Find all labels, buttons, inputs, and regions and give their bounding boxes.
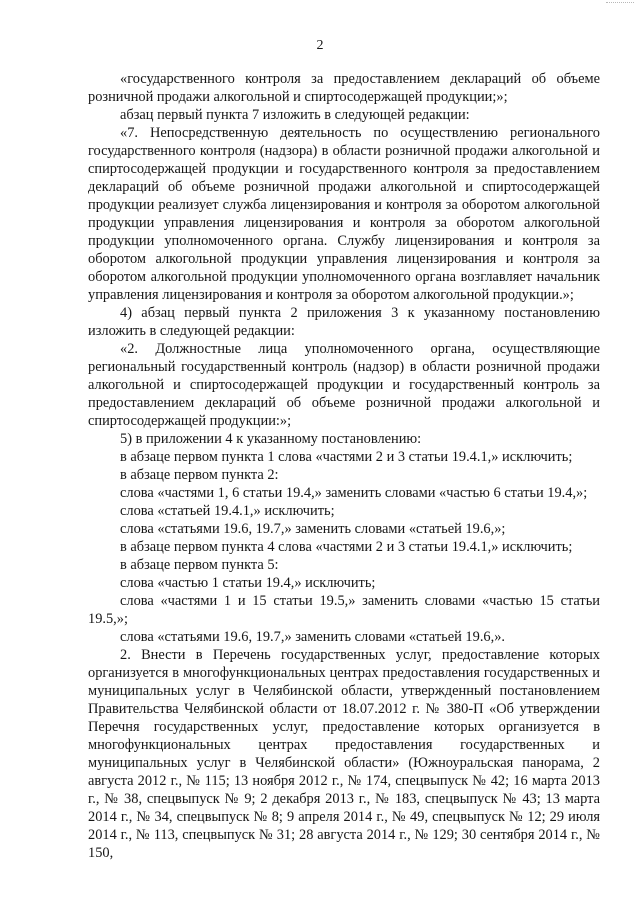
paragraph: 4) абзац первый пункта 2 приложения 3 к указанному постановлению изложить в следующей редакции: — [88, 305, 600, 339]
scan-corner-mark — [606, 2, 634, 6]
paragraph: слова «частью 1 статьи 19.4,» исключить; — [120, 575, 376, 591]
paragraph: «государственного контроля за предоставлением деклараций об объеме розничной продажи алкогольной и спиртосодержащей продукции;»; — [88, 71, 600, 105]
paragraph: слова «частями 1, 6 статьи 19.4,» заменить словами «частью 6 статьи 19.4,»; — [120, 485, 588, 501]
paragraph: «2. Должностные лица уполномоченного органа, осуществляющие региональный государственный контроль (надзор) в области розничной продажи алкогольной и спиртосодержащей продукции и государственный контроль за предоставлением деклараций об объеме розничной продажи алкогольной и спиртосодержащей продукции:»; — [88, 341, 600, 429]
document-body — [88, 70, 600, 862]
paragraph: 5) в приложении 4 к указанному постановлению: — [120, 431, 422, 447]
paragraph: слова «статьей 19.4.1,» исключить; — [120, 503, 335, 519]
paragraph: «7. Непосредственную деятельность по осуществлению регионального государственного контроля (надзора) в области розничной продажи алкогольной и спиртосодержащей продукции и государственного контроля за предоставлением деклараций об объеме розничной продажи алкогольной и спиртосодержащей продукции реализует служба лицензирования и контроля за оборотом алкогольной продукции управления лицензирования и контроля за оборотом алкогольной продукции уполномоченного органа. Службу лицензирования и контроля за оборотом алкогольной продукции управления лицензирования и контроля за оборотом алкогольной продукции уполномоченного органа возглавляет начальник управления лицензирования и контроля за оборотом алкогольной продукции.»; — [88, 125, 600, 303]
page-number: 2 — [316, 38, 324, 53]
paragraph: слова «статьями 19.6, 19.7,» заменить словами «статьей 19.6,»; — [120, 521, 506, 537]
paragraph: в абзаце первом пункта 2: — [120, 467, 279, 483]
paragraph: слова «статьями 19.6, 19.7,» заменить словами «статьей 19.6,». — [120, 629, 505, 645]
paragraph: в абзаце первом пункта 1 слова «частями 2 и 3 статьи 19.4.1,» исключить; — [120, 449, 573, 465]
paragraph: 2. Внести в Перечень государственных услуг, предоставление которых организуется в многофункциональных центрах предоставления государственных и муниципальных услуг в Челябинской области, утвержденный постановлением Правительства Челябинской области от 18.07.2012 г. № 380-П «Об утверждении Перечня государственных услуг, предоставление которых организуется в многофункциональных центрах предоставления государственных и муниципальных услуг в Челябинской области» (Южноуральская панорама, 2 августа 2012 г., № 115; 13 ноября 2012 г., № 174, спецвыпуск № 42; 16 марта 2013 г., № 38, спецвыпуск № 9; 2 декабря 2013 г., № 183, спецвыпуск № 43; 13 марта 2014 г., № 34, спецвыпуск № 8; 9 апреля 2014 г., № 49, спецвыпуск № 12; 29 июля 2014 г., № 113, спецвыпуск № 31; 28 августа 2014 г., № 129; 30 сентября 2014 г., № 150, — [88, 647, 600, 861]
paragraph: слова «частями 1 и 15 статьи 19.5,» заменить словами «частью 15 статьи 19.5,»; — [88, 593, 600, 627]
paragraph: в абзаце первом пункта 5: — [120, 557, 279, 573]
paragraph: абзац первый пункта 7 изложить в следующей редакции: — [120, 107, 470, 123]
paragraph: в абзаце первом пункта 4 слова «частями 2 и 3 статьи 19.4.1,» исключить; — [120, 539, 573, 555]
